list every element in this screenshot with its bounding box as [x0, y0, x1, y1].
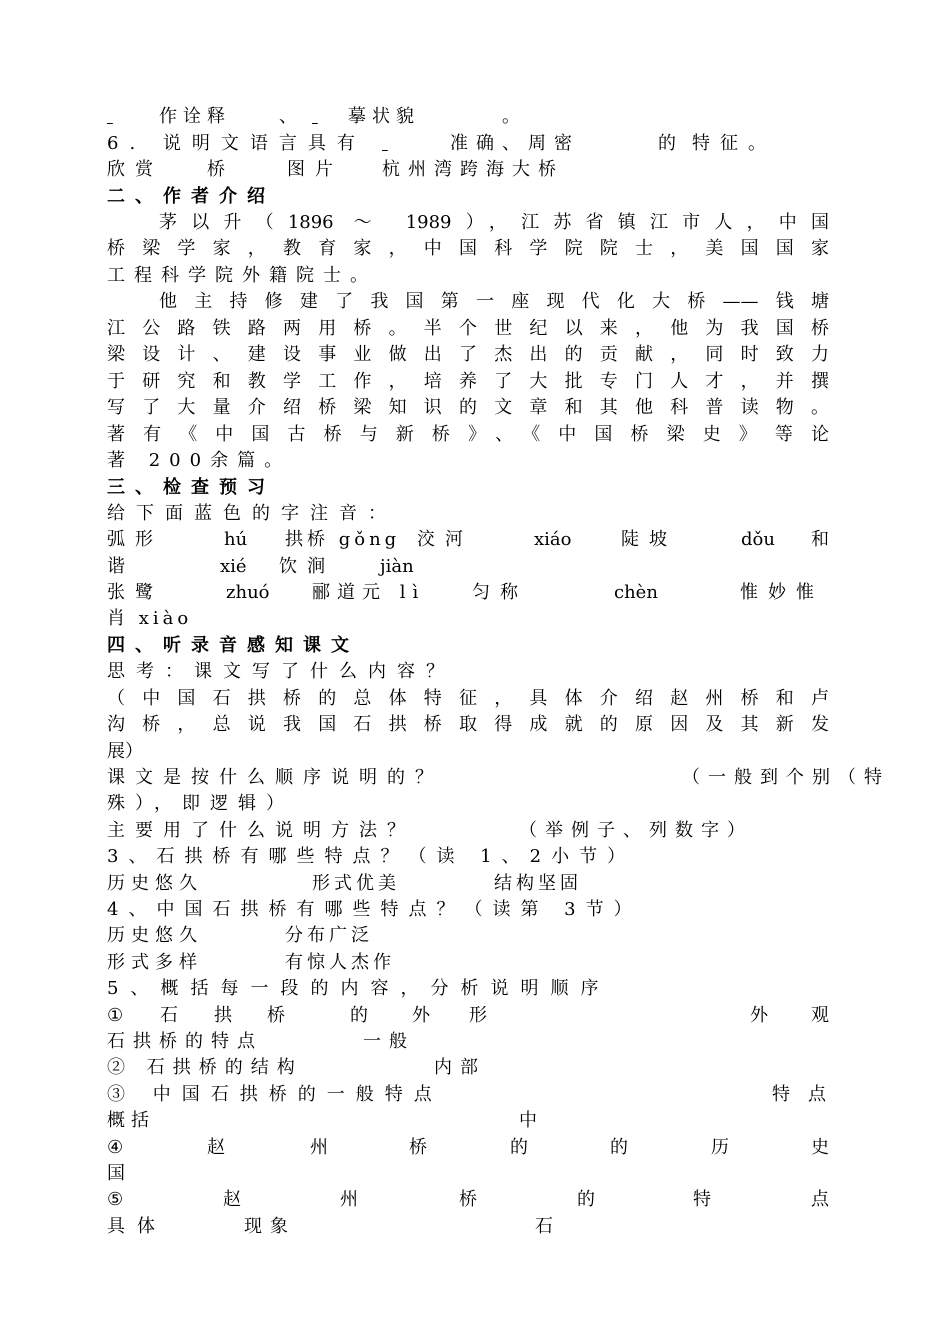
- word: 弧形: [107, 529, 163, 550]
- text: 中: [519, 1110, 537, 1131]
- question-6: 6. 说明文语言具有: [107, 133, 366, 154]
- text: 内部: [434, 1057, 486, 1078]
- word: 饮涧: [279, 556, 335, 577]
- outline-1b: [107, 1029, 829, 1055]
- pinyin: dǒu: [741, 529, 775, 550]
- answer-line: （中国石拱桥的总体特征，具体介绍赵州桥和卢: [107, 688, 829, 709]
- text: 特点: [772, 1084, 844, 1105]
- bridge-name: 杭州湾跨海大桥: [382, 159, 564, 180]
- trait: 形式多样: [107, 952, 203, 973]
- question-6-suffix: 特征。: [692, 133, 776, 154]
- paragraph-line: 江公路铁路两用桥。半个世纪以来，他为我国桥: [107, 318, 829, 339]
- text: 概括: [107, 1110, 155, 1131]
- period: 。: [502, 106, 520, 127]
- word-pinyin: 郦道元 lì: [312, 582, 426, 603]
- pinyin: zhuó: [226, 582, 270, 603]
- line-appreciate: [107, 157, 829, 183]
- char: 的: [577, 1189, 595, 1210]
- text: 图片: [287, 159, 343, 180]
- number: ⑤: [107, 1189, 124, 1210]
- instruction: 给下面蓝色的字注音：: [107, 503, 397, 524]
- question: 课文是按什么顺序说明的？: [107, 767, 443, 788]
- word: 谐: [107, 556, 125, 577]
- word: 匀称: [472, 582, 528, 603]
- char: 州: [340, 1189, 358, 1210]
- text: 欣赏: [107, 159, 163, 180]
- pinyin-line-1: [107, 527, 829, 553]
- outline-3: [107, 1082, 844, 1108]
- text: 石: [535, 1216, 553, 1237]
- char: 观: [811, 1005, 829, 1026]
- question-3: 3、石拱桥有哪些特点？（读 1、2小节）: [107, 846, 636, 867]
- char: 形: [469, 1005, 487, 1026]
- word: 和: [811, 529, 829, 550]
- paragraph-line: 写了大量介绍桥梁知识的文章和其他科普读物。: [107, 397, 829, 418]
- paragraph-line: 茅以升（1896 ～ 1989），江苏省镇江市人，中国: [159, 212, 829, 233]
- outline-3b: [107, 1108, 829, 1134]
- word: 惟妙惟: [740, 582, 824, 603]
- blank-answer-2: [312, 104, 502, 130]
- pinyin: chèn: [614, 582, 658, 603]
- blank-answer-3: [382, 131, 690, 157]
- trait: 历史悠久: [107, 873, 203, 894]
- question-5: 5、概括每一段的内容，分析说明顺序: [107, 978, 611, 999]
- outline-5: [107, 1187, 829, 1213]
- number: ①: [107, 1005, 124, 1026]
- char: 拱: [214, 1005, 232, 1026]
- paragraph-line: 著有《中国古桥与新桥》、《中国桥梁史》等论: [107, 424, 829, 445]
- word: 陡坡: [621, 529, 677, 550]
- question: 主要用了什么说明方法？: [107, 820, 415, 841]
- char: 的: [350, 1005, 368, 1026]
- paragraph-line: 著 200余篇。: [107, 450, 292, 471]
- char: 特: [693, 1189, 711, 1210]
- outline-1: [107, 1003, 829, 1029]
- char: 赵: [207, 1137, 225, 1158]
- answer-text-3: 准确、周密: [450, 133, 580, 154]
- line-explain: [107, 104, 829, 130]
- char: 石: [160, 1005, 178, 1026]
- text: 现象: [244, 1216, 296, 1237]
- paragraph-line: 他主持修建了我国第一座现代化大桥——钱塘: [159, 291, 829, 312]
- paragraph-line: 于研究和教学工作，培养了大批专门人才，并撰: [107, 371, 829, 392]
- pinyin-line-3: [107, 580, 829, 606]
- word: 洨河: [417, 529, 473, 550]
- trait: 结构坚固: [494, 873, 582, 894]
- trait: 有惊人杰作: [285, 952, 395, 973]
- word: 张鹭: [107, 582, 163, 603]
- paragraph-line: 工程科学院外籍院士。: [107, 265, 377, 286]
- char: 点: [811, 1189, 829, 1210]
- answer-line: 沟桥，总说我国石拱桥取得成就的原因及其新发: [107, 714, 829, 735]
- char: 史: [811, 1137, 829, 1158]
- section-title-preview: 三、检查预习: [107, 477, 275, 498]
- pinyin: xiáo: [534, 529, 572, 550]
- blank-answer-1: [107, 104, 277, 130]
- answer-de: 的: [658, 133, 676, 154]
- outline-2: [107, 1055, 829, 1081]
- answer-text-2: 摹状貌: [348, 106, 420, 127]
- line-language-feature: [107, 131, 829, 157]
- section-title-author: 二、作者介绍: [107, 186, 275, 207]
- answer-line: 殊），即逻辑）: [107, 793, 294, 814]
- text: 桥: [207, 159, 225, 180]
- char: 州: [310, 1137, 328, 1158]
- answer-4a: [107, 923, 829, 949]
- text: ③ 中国石拱桥的一般特点: [107, 1084, 443, 1105]
- answer: （一般到个别（特: [682, 767, 890, 788]
- char: 赵: [223, 1189, 241, 1210]
- answer: （举例子、列数字）: [519, 820, 753, 841]
- text: ② 石拱桥的结构: [107, 1057, 303, 1078]
- question-method: [107, 818, 829, 844]
- char: 的: [610, 1137, 628, 1158]
- number: ④: [107, 1137, 124, 1158]
- answer-line: 展）: [107, 741, 143, 762]
- pinyin: hú: [224, 529, 248, 550]
- char: 桥: [267, 1005, 285, 1026]
- outline-4: [107, 1135, 829, 1161]
- char: 桥: [459, 1189, 477, 1210]
- answer-text-1: 作诠释: [159, 106, 231, 127]
- word-pinyin: 拱桥 gǒng: [285, 529, 401, 550]
- text: 石拱桥的特点: [107, 1031, 263, 1052]
- pinyin: xié: [220, 556, 247, 577]
- question-order: [107, 765, 890, 791]
- trait: 形式优美: [312, 873, 400, 894]
- answer-3: [107, 871, 829, 897]
- trait: 分布广泛: [285, 925, 373, 946]
- pinyin: jiàn: [380, 556, 414, 577]
- pinyin-line-2: [107, 554, 829, 580]
- question-content: 思考：课文写了什么内容？: [107, 661, 455, 682]
- pinyin-line-4: 肖 xiào: [107, 608, 193, 629]
- char: 历: [711, 1137, 729, 1158]
- separator: 、: [279, 106, 297, 127]
- char: 外: [750, 1005, 768, 1026]
- trait: 历史悠久: [107, 925, 203, 946]
- text: 具体: [107, 1216, 167, 1237]
- answer-4b: [107, 950, 829, 976]
- char: 的: [510, 1137, 528, 1158]
- paragraph-line: 梁设计、建设事业做出了杰出的贡献，同时致力: [107, 344, 829, 365]
- outline-5b: [107, 1214, 829, 1240]
- paragraph-line: 桥梁学家，教育家，中国科学院院士，美国国家: [107, 238, 829, 259]
- text: 一般: [363, 1031, 415, 1052]
- question-4: 4、中国石拱桥有哪些特点？（读第 3节）: [107, 899, 642, 920]
- char: 桥: [409, 1137, 427, 1158]
- section-title-listen: 四、听录音感知课文: [107, 635, 359, 656]
- char: 外: [412, 1005, 430, 1026]
- outline-4b: 国: [107, 1163, 125, 1184]
